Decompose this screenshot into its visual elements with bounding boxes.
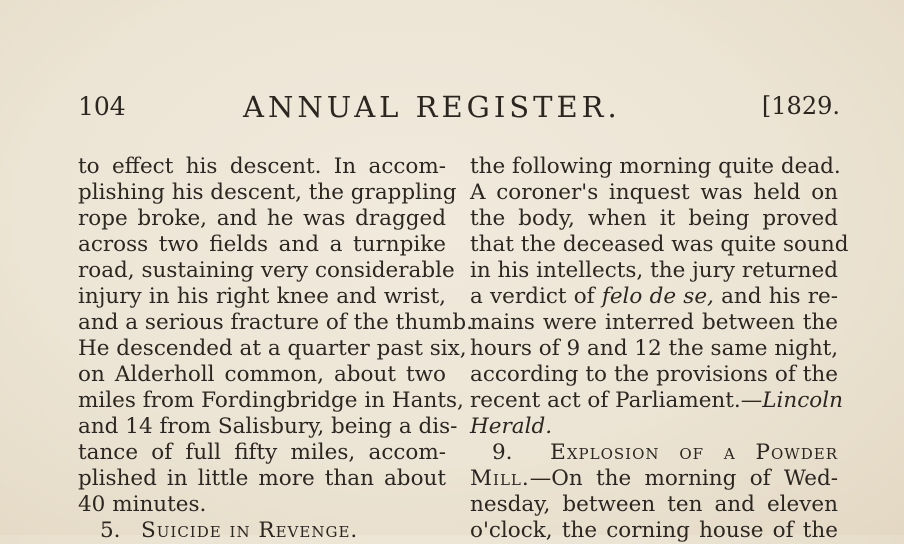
source-name: Lincoln xyxy=(762,388,843,413)
text-line: across two fields and a turnpike xyxy=(78,232,446,257)
text-fragment: a verdict of xyxy=(470,284,602,309)
text-fragment: and his re- xyxy=(713,284,839,309)
text-line: to effect his descent. In accom- xyxy=(78,154,446,179)
running-year: [1829. xyxy=(761,92,840,120)
text-line: on Alderholl common, about two xyxy=(78,362,446,387)
text-fragment: —On the morning of Wed- xyxy=(529,466,838,491)
text-line: rope broke, and he was dragged xyxy=(78,206,446,231)
text-line: injury in his right knee and wrist, xyxy=(78,284,446,309)
text-line: mains were interred between the xyxy=(470,310,838,335)
item-number: 9. xyxy=(492,440,513,465)
text-line: hours of 9 and 12 the same night, xyxy=(470,336,839,361)
running-title: ANNUAL REGISTER. xyxy=(243,90,621,124)
text-line: the body, when it being proved xyxy=(470,206,838,231)
item-first-line xyxy=(470,466,838,492)
item-heading: Suicide in Revenge. xyxy=(141,518,359,543)
text-line: A coroner's inquest was held on xyxy=(470,180,838,205)
item-heading-cont: Mill. xyxy=(470,466,530,491)
text-line: miles from Fordingbridge in Hants, xyxy=(78,388,464,413)
text-line-source xyxy=(470,388,843,414)
item-heading-line xyxy=(470,440,838,466)
text-line-verdict xyxy=(470,284,838,310)
text-line: the following morning quite dead. xyxy=(470,154,841,179)
text-line: in his intellects, the jury returned xyxy=(470,258,839,283)
text-line: and a serious fracture of the thumb. xyxy=(78,310,473,335)
right-column xyxy=(470,154,849,544)
text-line: plished in little more than about xyxy=(78,466,446,491)
text-line: 40 minutes. xyxy=(78,492,207,517)
item-number: 5. xyxy=(100,518,121,543)
text-line: nesday, between ten and eleven xyxy=(470,492,838,517)
text-line: tance of full fifty miles, accom- xyxy=(78,440,446,465)
running-header xyxy=(78,92,840,132)
text-line-source-end xyxy=(470,414,838,440)
text-line: plishing his descent, the grappling xyxy=(78,180,457,205)
cut-off-heading-line xyxy=(78,518,446,544)
text-line: o'clock, the corning house of the xyxy=(470,518,838,543)
left-column xyxy=(78,154,473,544)
text-line: that the deceased was quite sound xyxy=(470,232,849,257)
page-number: 104 xyxy=(78,92,126,121)
source-name-end: Herald. xyxy=(470,414,553,439)
text-line: He descended at a quarter past six, xyxy=(78,336,467,361)
italic-latin-phrase: felo de se, xyxy=(601,284,714,309)
text-fragment: recent act of Parliament.— xyxy=(470,388,763,413)
text-line: road, sustaining very considerable xyxy=(78,258,455,283)
text-line: and 14 from Salisbury, being a dis- xyxy=(78,414,458,439)
text-line: according to the provisions of the xyxy=(470,362,838,387)
item-heading: Explosion of a Powder xyxy=(550,440,838,465)
